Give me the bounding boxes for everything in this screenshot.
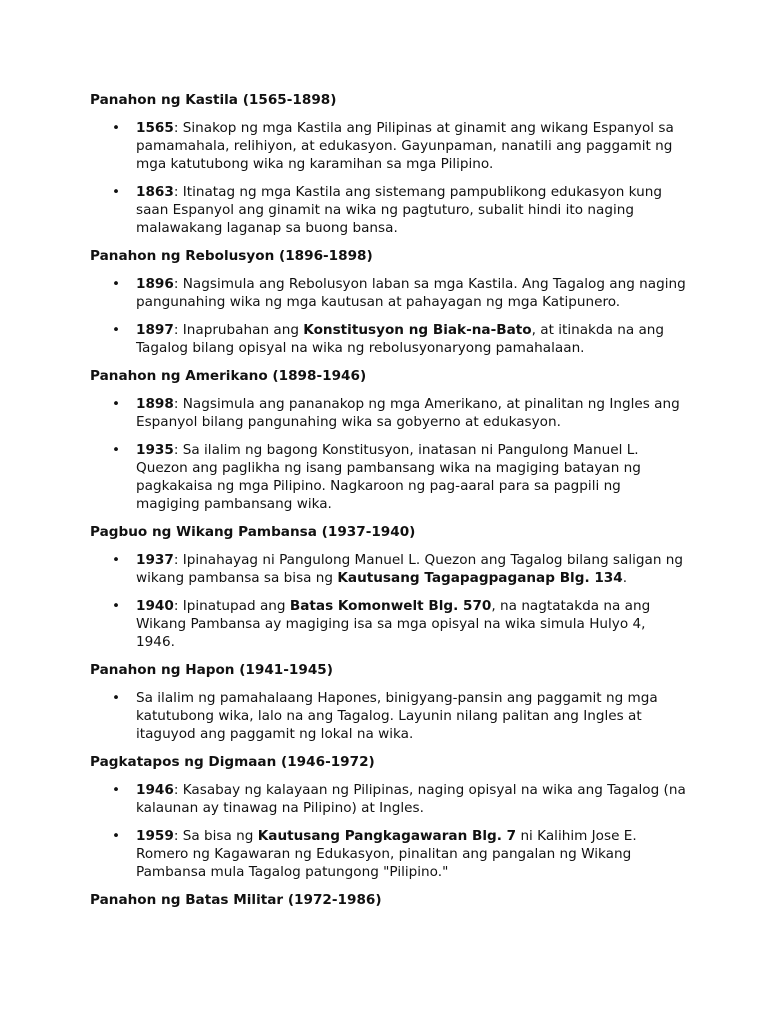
list-item — [90, 827, 688, 881]
list-item — [90, 551, 688, 587]
emphasis-text: Konstitusyon ng Biak-na-Bato — [303, 322, 532, 338]
year-label: 1897 — [136, 322, 174, 338]
list-item — [90, 441, 688, 513]
list-item — [90, 597, 688, 651]
year-label: 1898 — [136, 396, 174, 412]
list-item — [90, 183, 688, 237]
bullet-list — [90, 119, 688, 237]
bullet-list — [90, 689, 688, 743]
bullet-list — [90, 275, 688, 357]
body-text: . — [622, 570, 628, 586]
bullet-list — [90, 781, 688, 881]
list-item — [90, 689, 688, 743]
year-label: 1940 — [136, 598, 174, 614]
body-text: ni Kalihim Jose E. Romero ng Kagawaran ng Edukasyon, pinalitan ang pangalan ng Wikang Pambansa mula Tagalog patungong "Pilipino." — [136, 828, 637, 880]
year-label: 1565 — [136, 120, 174, 136]
year-label: 1863 — [136, 184, 174, 200]
body-text: : Sinakop ng mga Kastila ang Pilipinas at ginamit ang wikang Espanyol sa pamamahala, relihiyon, at edukasyon. Gayunpaman, nanatili ang paggamit ng mga katutubong wika ng karamihan sa mga Pilipino. — [136, 120, 674, 172]
section-heading: Panahon ng Kastila (1565-1898) — [90, 92, 337, 108]
body-text: : Inaprubahan ang — [173, 322, 304, 338]
emphasis-text: Kautusang Pangkagawaran Blg. 7 — [257, 828, 517, 844]
section-heading: Panahon ng Hapon (1941-1945) — [90, 662, 333, 678]
list-item — [90, 275, 688, 311]
list-item — [90, 119, 688, 173]
body-text: : Nagsimula ang Rebolusyon laban sa mga Kastila. Ang Tagalog ang naging pangunahing wika ng mga kautusan at pahayagan ng mga Katipunero. — [136, 276, 686, 310]
bullet-list — [90, 395, 688, 513]
section-heading: Panahon ng Amerikano (1898-1946) — [90, 368, 367, 384]
year-label: 1959 — [136, 828, 174, 844]
body-text: Sa ilalim ng pamahalaang Hapones, binigyang-pansin ang paggamit ng mga katutubong wika, lalo na ang Tagalog. Layunin nilang palitan ang Ingles at itaguyod ang paggamit ng lokal na wika. — [136, 690, 658, 742]
section-heading: Pagbuo ng Wikang Pambansa (1937-1940) — [90, 524, 416, 540]
emphasis-text: Kautusang Tagapagpaganap Blg. 134 — [337, 570, 623, 586]
body-text: : Itinatag ng mga Kastila ang sistemang pampublikong edukasyon kung saan Espanyol ang ginamit na wika ng pagtuturo, subalit hindi ito naging malawakang laganap sa buong bansa. — [136, 184, 662, 236]
body-text: : Ipinahayag ni Pangulong Manuel L. Quezon ang Tagalog bilang saligan ng wikang pambansa sa bisa ng — [136, 552, 684, 586]
body-text: , na nagtatakda na ang Wikang Pambansa ay magiging isa sa mga opisyal na wika simula Hulyo 4, 1946. — [136, 598, 651, 650]
year-label: 1935 — [136, 442, 174, 458]
body-text: , at itinakda na ang Tagalog bilang opisyal na wika ng rebolusyonaryong pamahalaan. — [136, 322, 665, 356]
section-heading: Panahon ng Batas Militar (1972-1986) — [90, 892, 382, 908]
list-item — [90, 395, 688, 431]
year-label: 1896 — [136, 276, 174, 292]
year-label: 1937 — [136, 552, 174, 568]
year-label: 1946 — [136, 782, 174, 798]
bullet-list — [90, 551, 688, 651]
emphasis-text: Batas Komonwelt Blg. 570 — [289, 598, 492, 614]
body-text: : Nagsimula ang pananakop ng mga Amerikano, at pinalitan ng Ingles ang Espanyol bilang pangunahing wika sa gobyerno at edukasyon. — [136, 396, 680, 430]
list-item — [90, 781, 688, 817]
body-text: : Sa bisa ng — [173, 828, 258, 844]
body-text: : Sa ilalim ng bagong Konstitusyon, inatasan ni Pangulong Manuel L. Quezon ang paglikha ng isang pambansang wika na magiging batayan ng pagkakaisa ng mga Pilipino. Nagkaroon ng pag-aaral para sa pagpili ng magiging pambansang wika. — [136, 442, 641, 512]
section-heading: Pagkatapos ng Digmaan (1946-1972) — [90, 754, 375, 770]
body-text: : Kasabay ng kalayaan ng Pilipinas, naging opisyal na wika ang Tagalog (na kalaunan ay tinawag na Pilipino) at Ingles. — [136, 782, 686, 816]
body-text: : Ipinatupad ang — [173, 598, 290, 614]
section-heading: Panahon ng Rebolusyon (1896-1898) — [90, 248, 373, 264]
list-item — [90, 321, 688, 357]
